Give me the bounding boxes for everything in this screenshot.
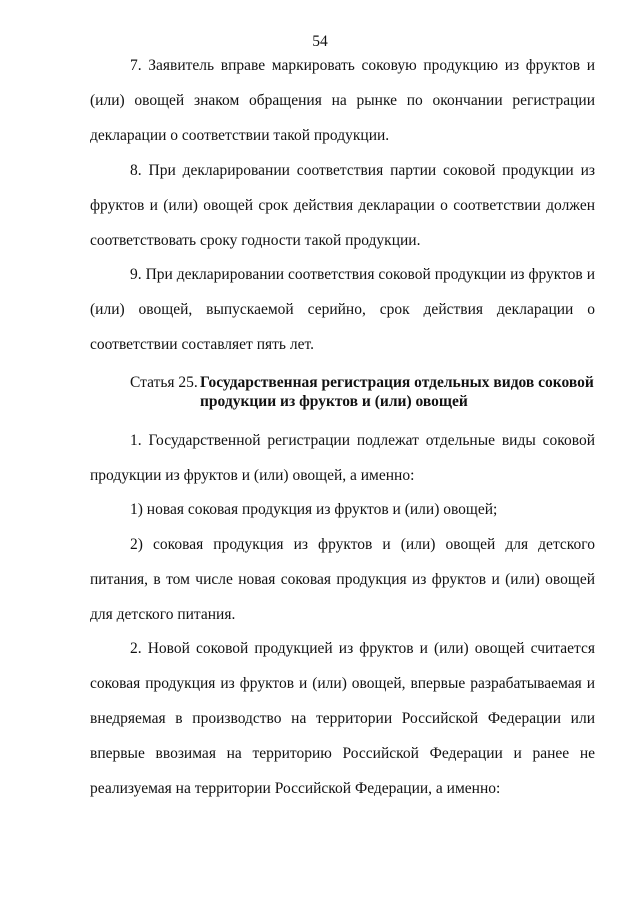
paragraph-8: 8. При декларировании соответствия партии соковой продукции из фруктов и (или) овощей срок действия декларации о соответствии должен соответствовать сроку годности такой продукции. xyxy=(90,162,595,249)
page-number: 54 xyxy=(312,33,328,50)
paragraph-9: 9. При декларировании соответствия соковой продукции из фруктов и (или) овощей, выпускаемой серийно, срок действия декларации о соответствии составляет пять лет. xyxy=(90,266,595,353)
list-item-1: 1) новая соковая продукция из фруктов и (или) овощей; xyxy=(130,501,498,518)
article-label: Статья 25. xyxy=(130,374,198,391)
article-title-line-1: Государственная регистрация отдельных видов соковой xyxy=(200,374,594,391)
list-item-2: 2) соковая продукция из фруктов и (или) овощей для детского питания, в том числе новая соковая продукция из фруктов и (или) овощей для детского питания. xyxy=(90,536,595,623)
article-title xyxy=(200,373,600,411)
article-title-line-2: продукции из фруктов и (или) овощей xyxy=(200,393,468,410)
paragraph-25-2: 2. Новой соковой продукцией из фруктов и (или) овощей считается соковая продукция из фруктов и (или) овощей, впервые разрабатываемая и внедряемая в производство на территории Российской Федерации или впервые ввозимая на территорию Российской Федерации и ранее не реализуемая на территории Российской Федерации, а именно: xyxy=(90,640,595,797)
paragraph-25-1: 1. Государственной регистрации подлежат отдельные виды соковой продукции из фруктов и (или) овощей, а именно: xyxy=(90,432,595,484)
paragraph-7: 7. Заявитель вправе маркировать соковую продукцию из фруктов и (или) овощей знаком обращения на рынке по окончании регистрации декларации о соответствии такой продукции. xyxy=(90,57,595,144)
